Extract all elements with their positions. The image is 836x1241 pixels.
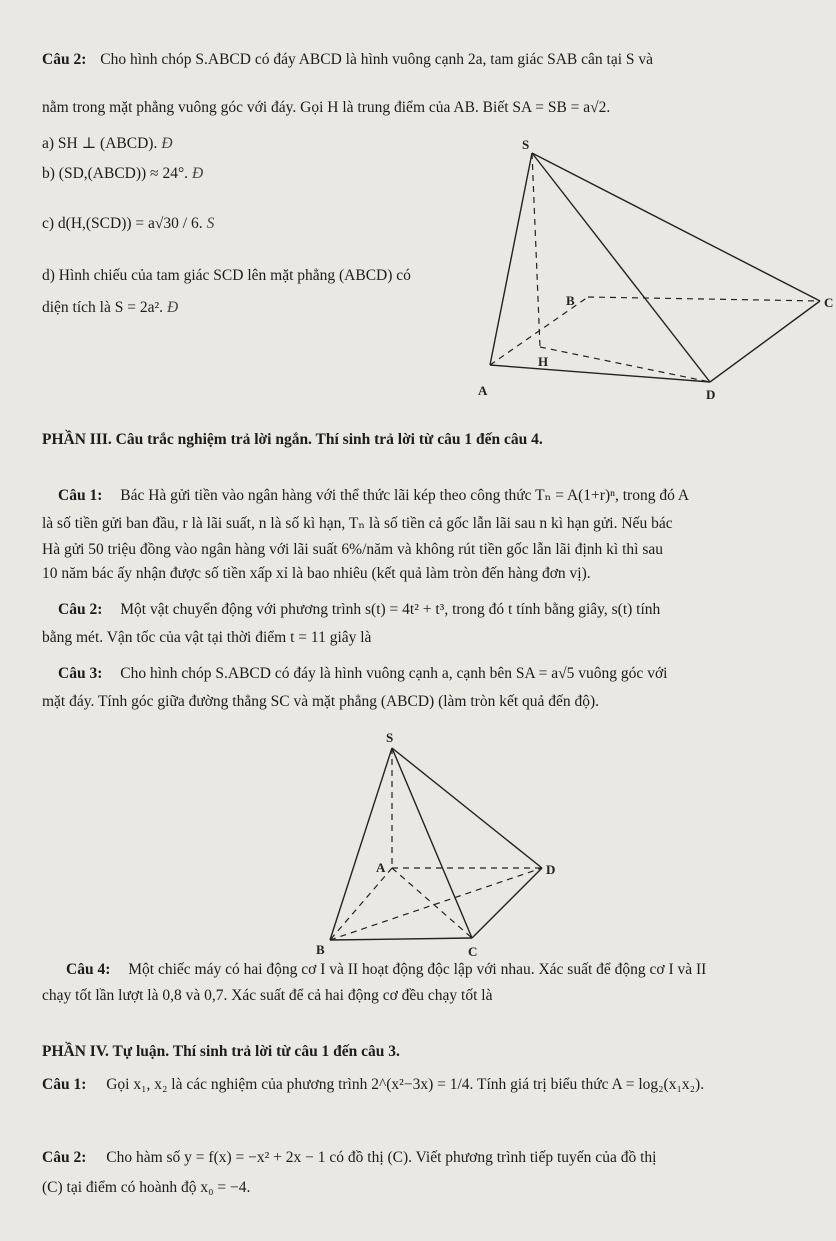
p3-q3-line1 [58, 664, 667, 684]
p4-q1-line1 [42, 1075, 704, 1095]
p3-q3-text1: Cho hình chóp S.ABCD có đáy là hình vuông cạnh a, cạnh bên SA = a√5 vuông góc với [120, 665, 668, 682]
fig1-label-S: S [522, 137, 530, 152]
part3-heading: PHẦN III. Câu trắc nghiệm trả lời ngắn. Thí sinh trả lời từ câu 1 đến câu 4. [42, 431, 543, 448]
q2-item-d-line2 [42, 298, 178, 318]
p4-q2-line2: (C) tại điểm có hoành độ x₀ = −4. [42, 1179, 251, 1196]
p3-q2-title: Câu 2: [58, 601, 103, 618]
pyramid-figure-2 [310, 728, 560, 958]
fig2-label-A: A [376, 860, 386, 875]
p4-q2-text1: Cho hàm số y = f(x) = −x² + 2x − 1 có đồ thị (C). Viết phương trình tiếp tuyến của đồ thị [106, 1149, 657, 1166]
q2-item-d-mark: Đ [167, 299, 179, 316]
q2-item-b-text: b) (SD,(ABCD)) ≈ 24°. [42, 165, 189, 182]
fig2-label-C: C [468, 944, 478, 959]
p3-q2-line2: bằng mét. Vận tốc của vật tại thời điểm t = 11 giây là [42, 629, 372, 646]
p4-q1-title: Câu 1: [42, 1076, 87, 1093]
fig1-label-C: C [824, 295, 834, 310]
q2-item-b-mark: Đ [192, 165, 204, 182]
p3-q2-text1: Một vật chuyển động với phương trình s(t) = 4t² + t³, trong đó t tính bằng giây, s(t) tính [120, 601, 661, 618]
fig2-label-B: B [316, 942, 325, 957]
fig1-label-B: B [566, 293, 575, 308]
q2-item-a-text: a) SH ⊥ (ABCD). [42, 135, 158, 152]
p3-q4-line1 [66, 960, 706, 980]
q2-intro1: Cho hình chóp S.ABCD có đáy ABCD là hình vuông cạnh 2a, tam giác SAB cân tại S và [100, 51, 654, 68]
q2-item-a [42, 134, 173, 154]
q2-item-c [42, 214, 214, 234]
p3-q3-line2: mặt đáy. Tính góc giữa đường thẳng SC và mặt phẳng (ABCD) (làm tròn kết quả đến độ). [42, 693, 600, 710]
p3-q3-title: Câu 3: [58, 665, 103, 682]
q2-item-d-text: diện tích là S = 2a². [42, 299, 164, 316]
p4-q2-line1 [42, 1148, 656, 1168]
p3-q1-line4: 10 năm bác ấy nhận được số tiền xấp xỉ là bao nhiêu (kết quả làm tròn đến hàng đơn vị). [42, 565, 591, 582]
p3-q1-line3: Hà gửi 50 triệu đồng vào ngân hàng với lãi suất 6%/năm và không rút tiền gốc lẫn lãi định kì thì sau [42, 541, 663, 558]
q2-item-a-mark: Đ [161, 135, 173, 152]
part4-heading: PHẦN IV. Tự luận. Thí sinh trả lời từ câu 1 đến câu 3. [42, 1043, 400, 1060]
q2-item-c-text: c) d(H,(SCD)) = a√30 / 6. [42, 215, 203, 232]
p3-q4-line2: chạy tốt lần lượt là 0,8 và 0,7. Xác suất để cả hai động cơ đều chạy tốt là [42, 987, 493, 1004]
q2-item-d-line1: d) Hình chiếu của tam giác SCD lên mặt phẳng (ABCD) có [42, 267, 411, 284]
fig1-label-H: H [538, 354, 549, 369]
q2-intro-line2: nằm trong mặt phẳng vuông góc với đáy. Gọi H là trung điểm của AB. Biết SA = SB = a√2. [42, 99, 611, 116]
p4-q1-text1: Gọi x₁, x₂ là các nghiệm của phương trình 2^(x²−3x) = 1/4. Tính giá trị biểu thức A = log₂(x₁x₂). [106, 1076, 705, 1093]
p3-q2-line1 [58, 600, 660, 620]
p3-q1-line1 [58, 486, 689, 506]
fig1-label-A: A [478, 383, 488, 398]
p3-q1-line2: là số tiền gửi ban đầu, r là lãi suất, n là số kì hạn, Tₙ là số tiền cả gốc lẫn lãi sau n kì hạn gửi. Nếu bác [42, 515, 673, 532]
p3-q4-title: Câu 4: [66, 961, 111, 978]
pyramid-figure-1 [470, 135, 834, 405]
q2-intro-line1 [42, 50, 653, 70]
p3-q1-text1: Bác Hà gửi tiền vào ngân hàng với thể thức lãi kép theo công thức Tₙ = A(1+r)ⁿ, trong đó A [120, 487, 690, 504]
q2-title: Câu 2: [42, 51, 87, 68]
p3-q4-text1: Một chiếc máy có hai động cơ I và II hoạt động độc lập với nhau. Xác suất để động cơ I và II [128, 961, 707, 978]
q2-item-b [42, 164, 203, 184]
q2-item-c-mark: S [206, 215, 215, 232]
p3-q1-title: Câu 1: [58, 487, 103, 504]
fig1-label-D: D [706, 387, 716, 402]
fig2-label-S: S [386, 730, 394, 745]
p4-q2-title: Câu 2: [42, 1149, 87, 1166]
fig2-label-D: D [546, 862, 556, 877]
